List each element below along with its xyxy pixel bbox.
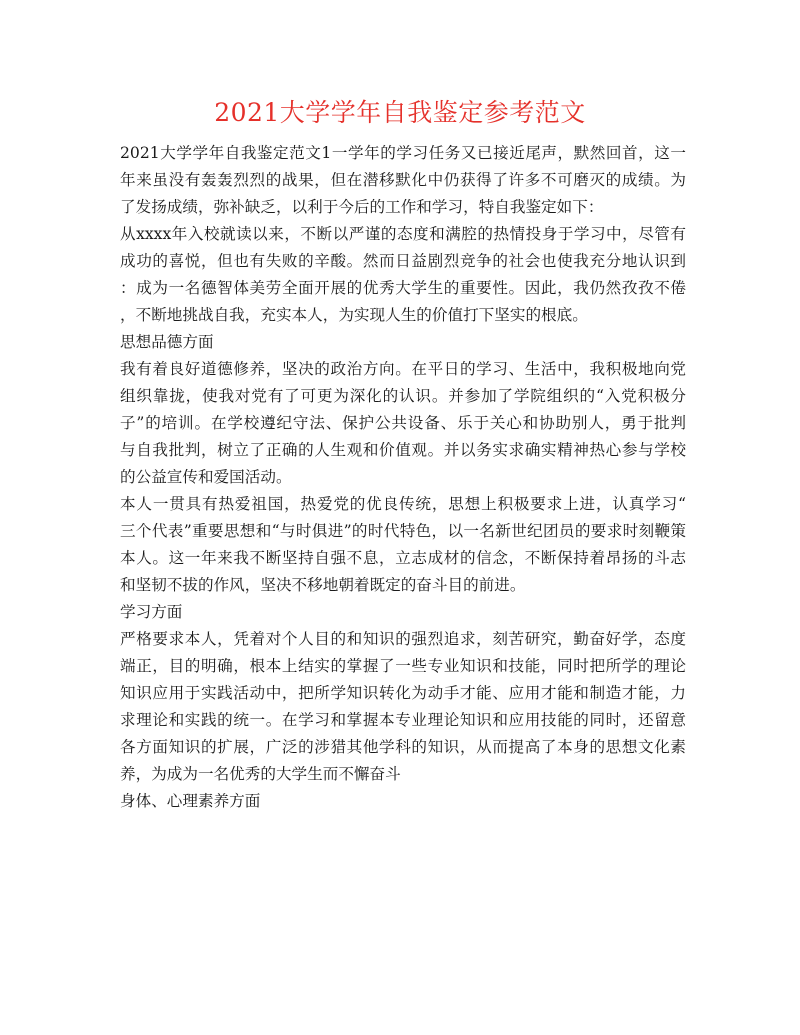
section-heading: 学习方面 [120,603,183,621]
text-line: 子”的培训。在学校遵纪守法、保护公共设备、乐于关心和协助别人，勇于批判 [120,414,686,432]
text-line: 与自我批判，树立了正确的人生观和价值观。并以务实求确实精神热心参与学校 [120,441,686,459]
text-line: 年来虽没有轰轰烈烈的战果，但在潜移默化中仍获得了许多不可磨灭的成绩。为 [120,171,686,189]
text-line: 严格要求本人，凭着对个人目的和知识的强烈追求，刻苦研究，勤奋好学，态度 [120,630,686,648]
text-line: 从xxxx年入校就读以来，不断以严谨的态度和满腔的热情投身于学习中，尽管有 [120,225,686,243]
section-heading: 身体、心理素养方面 [120,792,261,810]
text-line: 2021大学学年自我鉴定范文1一学年的学习任务又已接近尾声，默然回首，这一 [120,144,686,162]
text-line: 了发扬成绩，弥补缺乏，以利于今后的工作和学习，特自我鉴定如下： [120,198,604,216]
section-heading: 思想品德方面 [120,333,214,351]
text-line: 知识应用于实践活动中，把所学知识转化为动手才能、应用才能和制造才能，力 [120,684,686,702]
text-line: 本人一贯具有热爱祖国，热爱党的优良传统，思想上积极要求上进，认真学习“ [120,495,686,513]
text-line: 养，为成为一名优秀的大学生而不懈奋斗 [120,765,401,783]
document-title: 2021大学学年自我鉴定参考范文 [214,98,586,127]
text-line: 各方面知识的扩展，广泛的涉猎其他学科的知识，从而提高了本身的思想文化素 [120,738,686,756]
text-line: 三个代表”重要思想和“与时俱进”的时代特色，以一名新世纪团员的要求时刻鞭策 [120,522,686,540]
text-line: 端正，目的明确，根本上结实的掌握了一些专业知识和技能，同时把所学的理论 [120,657,686,675]
text-line: 本人。这一年来我不断坚持自强不息，立志成材的信念，不断保持着昂扬的斗志 [120,549,686,567]
text-line: 的公益宣传和爱国活动。 [120,468,292,486]
text-line: 我有着良好道德修养，坚决的政治方向。在平日的学习、生活中，我积极地向党 [120,360,686,378]
text-line: 组织靠拢，使我对党有了可更为深化的认识。并参加了学院组织的“入党积极分 [120,387,686,405]
text-line: 和坚韧不拔的作风，坚决不移地朝着既定的奋斗目的前进。 [120,576,526,594]
text-line: ：成为一名德智体美劳全面开展的优秀大学生的重要性。因此，我仍然孜孜不倦 [120,279,686,297]
text-line: 求理论和实践的统一。在学习和掌握本专业理论知识和应用技能的同时，还留意 [120,711,686,729]
document-body [120,140,686,815]
text-line: 成功的喜悦，但也有失败的辛酸。然而日益剧烈竞争的社会也使我充分地认识到 [120,252,686,270]
text-line: ，不断地挑战自我，充实本人，为实现人生的价值打下坚实的根底。 [120,306,588,324]
